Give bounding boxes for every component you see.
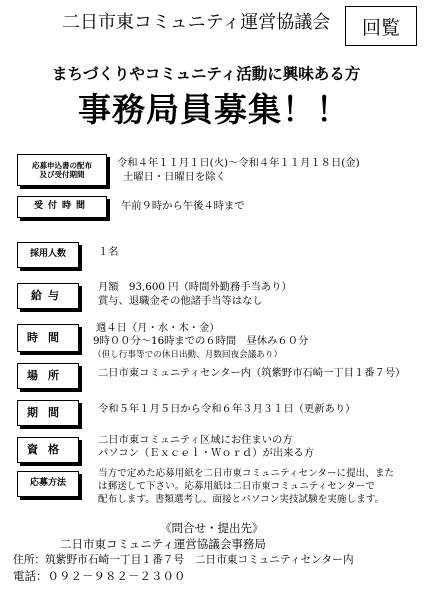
organization-name: 二日市東コミュニティ運営協議会 [62, 12, 331, 33]
label-hires: 採用人数 [17, 242, 79, 268]
label-application-method: 応募方法 [17, 471, 79, 497]
term-value: 令和５年１月５日から令和６年３月３１日（更新あり） [98, 403, 356, 415]
application-period-line2: 土曜日・日曜日を除く [123, 171, 226, 183]
location-value: 二日市東コミュニティセンター内（筑紫野市石崎一丁目１番７号） [98, 367, 406, 379]
subtitle: まちづくりやコミュニティ活動に興味ある方 [52, 64, 361, 83]
contact-address: 住所：筑紫野市石崎一丁目１番７号 二日市東コミュニティセンター内 [13, 553, 354, 566]
label-term: 期間 [17, 400, 79, 426]
application-period-line1: 令和４年１１月１日(火)～令和４年１１月１８日(金) [117, 157, 360, 169]
salary-line2: 賞与、退職金その他諸手当等はなし [98, 295, 263, 307]
label-salary: 給与 [17, 283, 79, 309]
label-application-period [17, 154, 107, 186]
contact-phone: 電話：０９２－９８２－２３００ [13, 569, 186, 583]
label-application-period-line1: 応募申込書の配布 [32, 160, 92, 170]
hires-value: １名 [98, 246, 119, 258]
application-method-line3: 配布します。書類選考し、面接とパソコン実技試験を実施します。 [98, 494, 385, 505]
qualifications-line2: パソコン（Ｅｘｃｅｌ・Ｗｏｒｄ）が出来る方 [98, 447, 315, 459]
label-working-hours: 時間 [17, 324, 79, 352]
label-reception-hours: 受付時間 [17, 196, 107, 218]
reception-hours-value: 午前９時から午後４時まで [121, 200, 245, 212]
circulation-badge: 回覧 [345, 6, 417, 46]
salary-line1: 月額 93,600 円（時間外勤務手当あり） [98, 281, 292, 293]
label-qualifications: 資格 [17, 437, 79, 463]
working-hours-line1: 週４日（月・水・木・金） [96, 322, 220, 334]
application-method-line1: 当方で定めた応募用紙を二日市東コミュニティセンターに提出、また [98, 468, 395, 479]
working-hours-line2: 9時００分～16時までの６時間 昼休み６０分 [93, 335, 309, 347]
label-location: 場所 [17, 363, 79, 389]
contact-office: 二日市東コミュニティ運営協議会事務局 [60, 537, 266, 551]
contact-heading: 《問合せ・提出先》 [160, 521, 264, 535]
qualifications-line1: 二日市東コミュニティ区域にお住まいの方 [98, 434, 293, 446]
label-application-period-line2: 及び受付期間 [39, 170, 85, 179]
headline: 事務局員募集！！ [78, 90, 350, 129]
application-method-line2: は郵送して下さい。応募用紙は二日市東コミュニティセンターで [98, 481, 375, 492]
working-hours-note: （但し行事等での休日出勤、月数回夜会議あり） [93, 350, 283, 360]
